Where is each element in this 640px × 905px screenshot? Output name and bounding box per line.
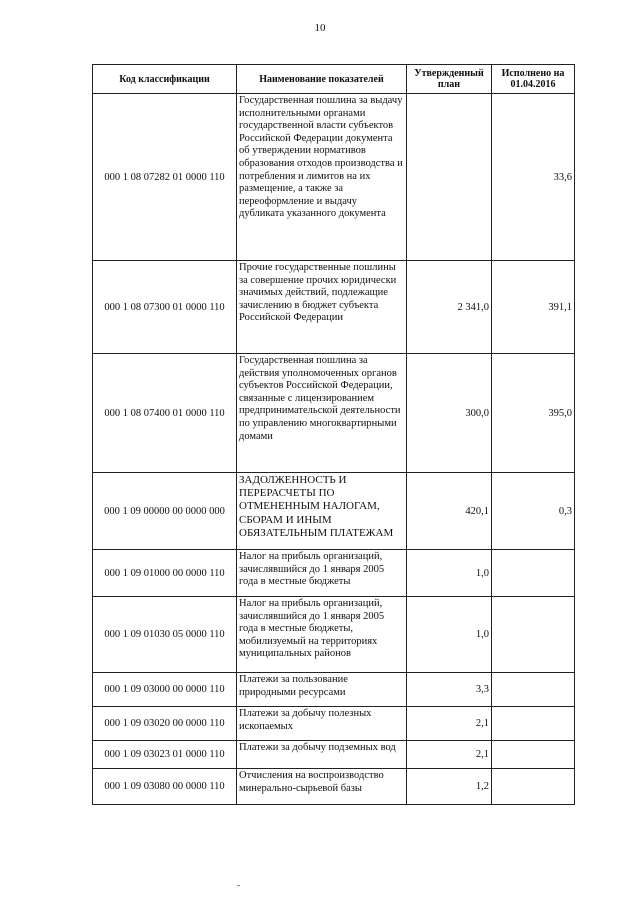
header-code: Код классификации bbox=[93, 65, 237, 94]
table-row bbox=[93, 769, 575, 805]
row-done: 391,1 bbox=[492, 261, 575, 354]
row-name: Государственная пошлина за действия уполномоченных органов субъектов Российской Федерации, связанные с лицензированием предпринимательской деятельности по управлению многоквартирными домами bbox=[237, 354, 407, 473]
row-done bbox=[492, 707, 575, 741]
row-code: 000 1 09 03000 00 0000 110 bbox=[93, 673, 237, 707]
header-plan: Утвержденный план bbox=[407, 65, 492, 94]
row-code: 000 1 09 01030 05 0000 110 bbox=[93, 597, 237, 673]
row-done bbox=[492, 741, 575, 769]
row-code: 000 1 09 03023 01 0000 110 bbox=[93, 741, 237, 769]
row-plan: 300,0 bbox=[407, 354, 492, 473]
row-plan: 2,1 bbox=[407, 741, 492, 769]
row-name: Платежи за пользование природными ресурсами bbox=[237, 673, 407, 707]
table-row bbox=[93, 94, 575, 261]
row-code: 000 1 09 03080 00 0000 110 bbox=[93, 769, 237, 805]
table-row bbox=[93, 741, 575, 769]
row-code: 000 1 08 07300 01 0000 110 bbox=[93, 261, 237, 354]
table-row bbox=[93, 707, 575, 741]
row-code: 000 1 08 07400 01 0000 110 bbox=[93, 354, 237, 473]
table-row bbox=[93, 597, 575, 673]
table-header-row bbox=[93, 65, 575, 94]
row-code: 000 1 09 03020 00 0000 110 bbox=[93, 707, 237, 741]
row-name: Отчисления на воспроизводство минерально-сырьевой базы bbox=[237, 769, 407, 805]
row-done: 33,6 bbox=[492, 94, 575, 261]
table-row bbox=[93, 354, 575, 473]
header-done: Исполнено на 01.04.2016 bbox=[492, 65, 575, 94]
row-name: Налог на прибыль организаций, зачислявшийся до 1 января 2005 года в местные бюджеты, мобилизуемый на территориях муниципальных районов bbox=[237, 597, 407, 673]
row-name: ЗАДОЛЖЕННОСТЬ И ПЕРЕРАСЧЕТЫ ПО ОТМЕНЕННЫМ НАЛОГАМ, СБОРАМ И ИНЫМ ОБЯЗАТЕЛЬНЫМ ПЛАТЕЖАМ bbox=[237, 473, 407, 550]
row-name: Платежи за добычу полезных ископаемых bbox=[237, 707, 407, 741]
row-plan: 1,2 bbox=[407, 769, 492, 805]
scan-mark bbox=[237, 885, 240, 886]
row-plan: 3,3 bbox=[407, 673, 492, 707]
row-done bbox=[492, 769, 575, 805]
table-row bbox=[93, 550, 575, 597]
row-done: 0,3 bbox=[492, 473, 575, 550]
row-plan: 2 341,0 bbox=[407, 261, 492, 354]
row-done bbox=[492, 597, 575, 673]
header-name: Наименование показателей bbox=[237, 65, 407, 94]
row-code: 000 1 09 01000 00 0000 110 bbox=[93, 550, 237, 597]
row-plan: 1,0 bbox=[407, 550, 492, 597]
row-done: 395,0 bbox=[492, 354, 575, 473]
row-plan: 1,0 bbox=[407, 597, 492, 673]
row-done bbox=[492, 550, 575, 597]
row-code: 000 1 08 07282 01 0000 110 bbox=[93, 94, 237, 261]
row-name: Платежи за добычу подземных вод bbox=[237, 741, 407, 769]
row-plan: 2,1 bbox=[407, 707, 492, 741]
table-row bbox=[93, 673, 575, 707]
table-row bbox=[93, 473, 575, 550]
page-number: 10 bbox=[314, 22, 326, 34]
row-name: Государственная пошлина за выдачу исполнительными органами государственной власти субъектов Российской Федерации документа об утверждении нормативов образования отходов производства и потребления и лимитов на их размещение, а также за переоформление и выдачу дубликата указанного документа bbox=[237, 94, 407, 261]
budget-table bbox=[92, 64, 575, 805]
row-done bbox=[492, 673, 575, 707]
row-plan bbox=[407, 94, 492, 261]
row-code: 000 1 09 00000 00 0000 000 bbox=[93, 473, 237, 550]
row-name: Налог на прибыль организаций, зачислявшийся до 1 января 2005 года в местные бюджеты bbox=[237, 550, 407, 597]
row-name: Прочие государственные пошлины за совершение прочих юридически значимых действий, подлежащие зачислению в бюджет субъекта Российской Федерации bbox=[237, 261, 407, 354]
table-row bbox=[93, 261, 575, 354]
row-plan: 420,1 bbox=[407, 473, 492, 550]
